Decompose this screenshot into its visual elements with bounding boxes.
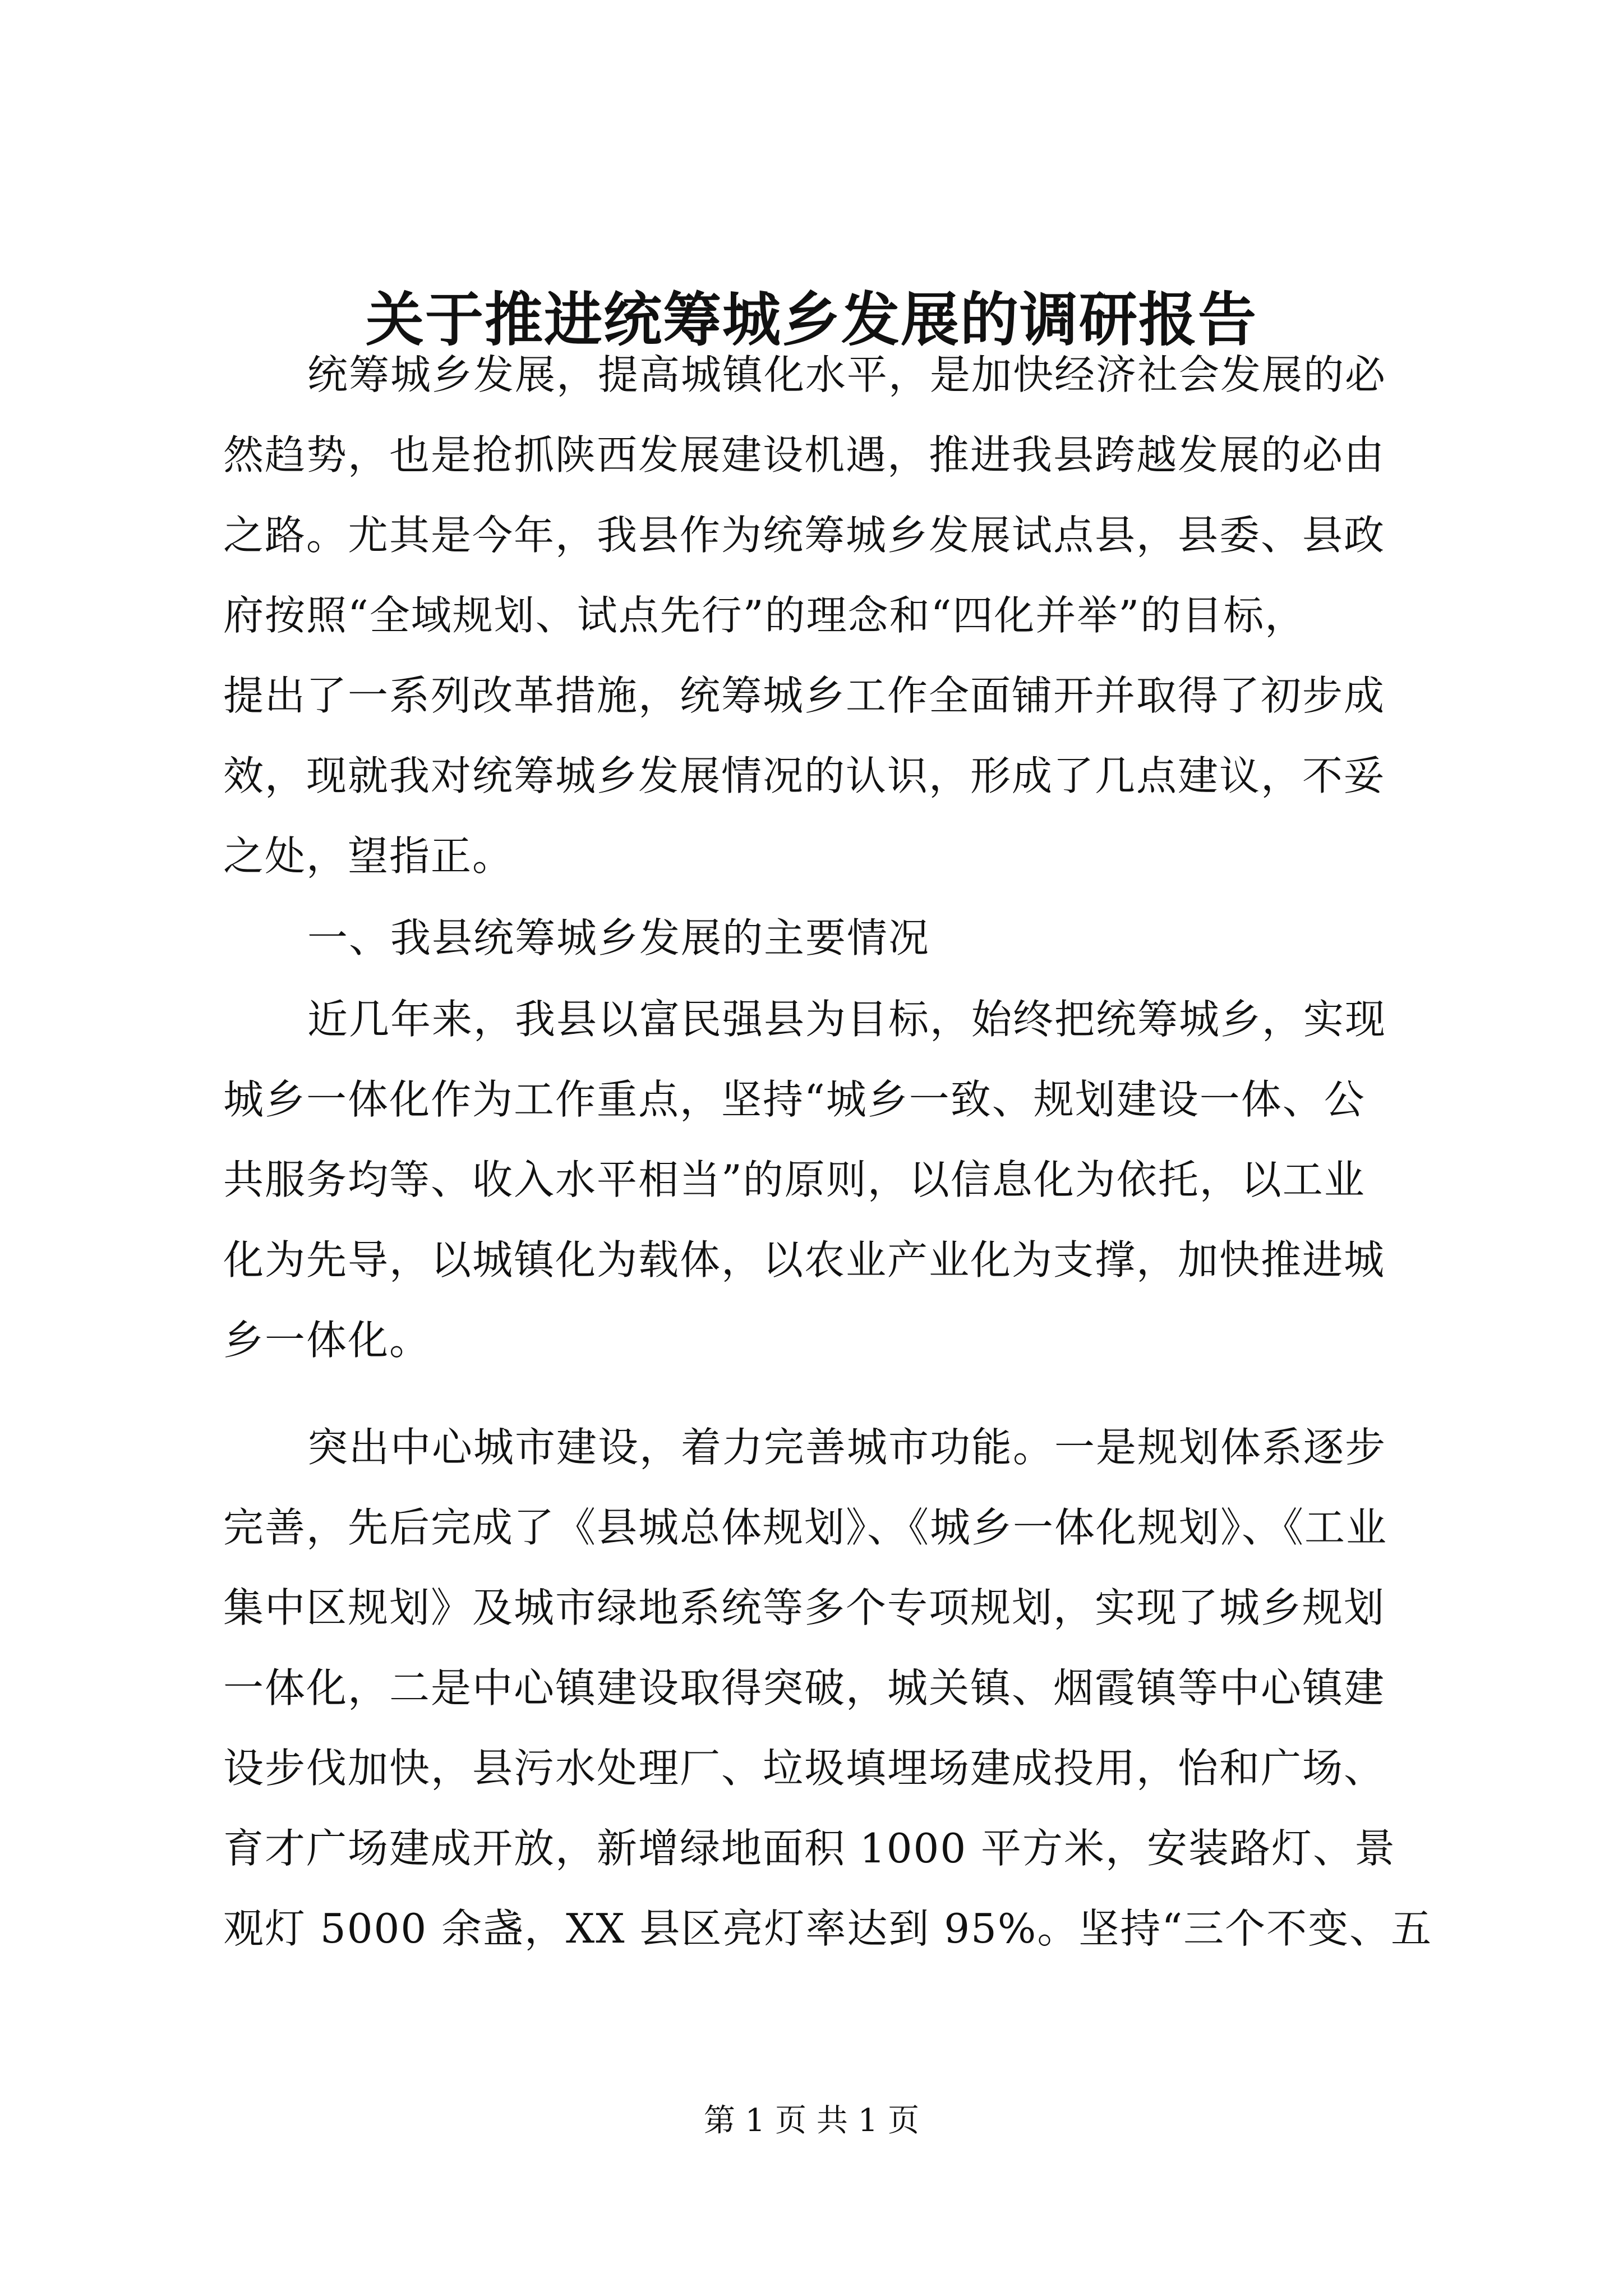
page-footer: 第 1 页 共 1 页	[703, 2102, 920, 2139]
paragraph-line: 之处，望指正。	[223, 832, 514, 880]
paragraph-line: 效，现就我对统筹城乡发展情况的认识，形成了几点建议，不妥	[223, 752, 1386, 799]
paragraph-line: 然趋势，也是抢抓陕西发展建设机遇，推进我县跨越发展的必由	[223, 431, 1386, 478]
paragraph-line: 观灯 5000 余盏，XX 县区亮灯率达到 95%。坚持“三个不变、五	[223, 1905, 1433, 1952]
paragraph-line: 府按照“全域规划、试点先行”的理念和“四化并举”的目标，	[223, 592, 1307, 639]
paragraph-line: 之路。尤其是今年，我县作为统筹城乡发展试点县，县委、县政	[223, 512, 1386, 559]
paragraph-line: 完善，先后完成了《县城总体规划》、《城乡一体化规划》、《工业	[223, 1504, 1388, 1551]
paragraph-line: 提出了一系列改革措施，统筹城乡工作全面铺开并取得了初步成	[223, 672, 1386, 719]
paragraph-line: 乡一体化。	[223, 1317, 431, 1364]
section-heading: 一、我县统筹城乡发展的主要情况	[307, 914, 930, 961]
paragraph-line: 化为先导，以城镇化为载体，以农业产业化为支撑，加快推进城	[223, 1236, 1386, 1283]
paragraph-line: 突出中心城市建设，着力完善城市功能。一是规划体系逐步	[307, 1424, 1387, 1471]
document-title: 关于推进统筹城乡发展的调研报告	[365, 285, 1257, 354]
paragraph-line: 集中区规划》及城市绿地系统等多个专项规划，实现了城乡规划	[223, 1584, 1386, 1631]
paragraph-line: 城乡一体化作为工作重点，坚持“城乡一致、规划建设一体、公	[223, 1076, 1366, 1123]
paragraph-line: 育才广场建成开放，新增绿地面积 1000 平方米，安装路灯、景	[223, 1825, 1396, 1872]
paragraph-line: 共服务均等、收入水平相当”的原则，以信息化为依托，以工业	[223, 1156, 1366, 1203]
paragraph-line: 近几年来，我县以富民强县为目标，始终把统筹城乡，实现	[307, 996, 1387, 1043]
paragraph-line: 一体化，二是中心镇建设取得突破，城关镇、烟霞镇等中心镇建	[223, 1664, 1386, 1711]
paragraph-line: 设步伐加快，县污水处理厂、垃圾填埋场建成投用，怡和广场、	[223, 1745, 1386, 1792]
paragraph-line: 统筹城乡发展，提高城镇化水平，是加快经济社会发展的必	[307, 351, 1387, 398]
